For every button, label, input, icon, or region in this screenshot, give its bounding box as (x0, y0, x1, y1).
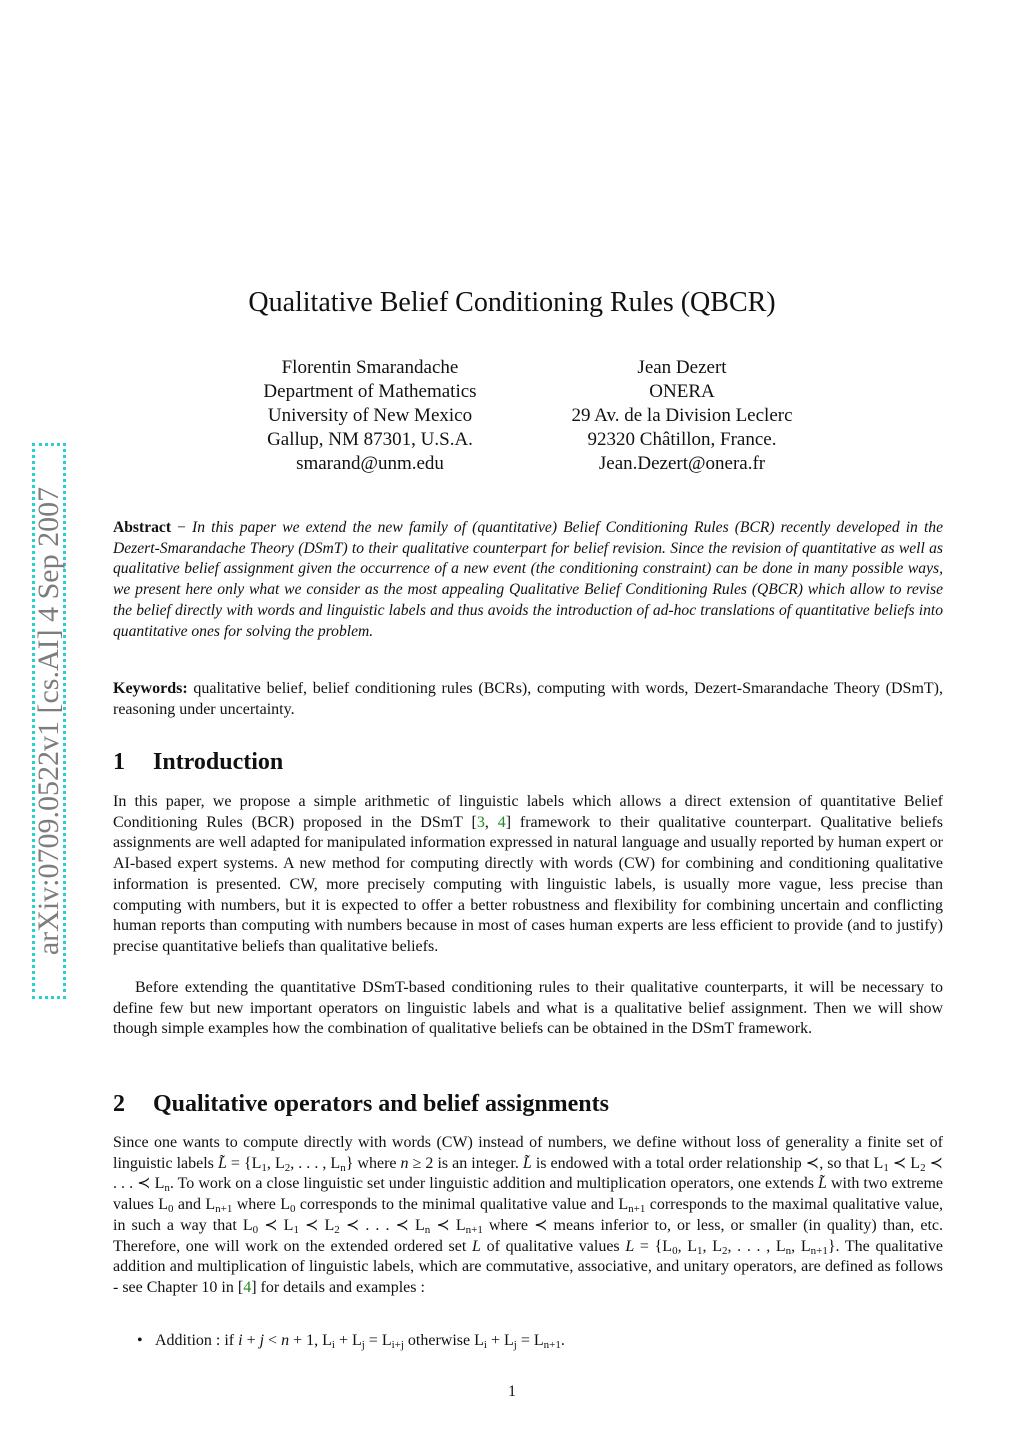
subscript: 1 (697, 1244, 703, 1257)
text-run: ≺ L (258, 1216, 294, 1234)
text-run: corresponds to the minimal qualitative value and L (295, 1196, 629, 1214)
text-run: = L (364, 1332, 392, 1349)
text-run: + 1, L (289, 1332, 332, 1349)
subscript: n+1 (628, 1203, 646, 1216)
keywords-label: Keywords: (113, 680, 188, 697)
subscript: i (483, 1339, 487, 1351)
text-run: ≺ L (430, 1216, 466, 1234)
subscript: j (361, 1339, 365, 1351)
section-heading-qualitative-operators (113, 1089, 609, 1119)
text-run: = {L (226, 1154, 262, 1172)
text-run: , . . . , L (727, 1237, 786, 1255)
author-name: Jean Dezert (637, 357, 727, 378)
text-run: Since one wants to compute directly with words (CW) instead of numbers, we define without loss of generality a finite set of linguistic labels (113, 1134, 943, 1172)
abstract-dash: − (171, 519, 193, 536)
bullet-item-addition (137, 1330, 927, 1351)
section-number: 2 (113, 1091, 125, 1117)
citation-link[interactable]: 4 (243, 1278, 252, 1296)
section-heading-introduction (113, 747, 283, 777)
text-run: , L (677, 1237, 698, 1255)
text-run: , L (266, 1154, 285, 1172)
text-run: ≺ L (888, 1154, 921, 1172)
paper-title: Qualitative Belief Conditioning Rules (QBCR) (248, 287, 776, 318)
text-run: and L (173, 1196, 216, 1214)
math-symbol: L̃ (522, 1154, 532, 1172)
subscript: 0 (672, 1244, 678, 1257)
intro-paragraph-1 (113, 792, 943, 958)
text-run: otherwise L (403, 1332, 484, 1349)
math-symbol: L (471, 1237, 481, 1255)
text-run: of qualitative values (480, 1237, 626, 1255)
subscript: 1 (261, 1161, 267, 1174)
text-run: ] for details and examples : (251, 1278, 425, 1296)
subscript: 0 (289, 1203, 296, 1216)
text-run: corresponds to the maximal qualitative value, in such a way that L (113, 1196, 944, 1234)
section-title: Introduction (153, 749, 284, 775)
math-symbol: i (238, 1332, 243, 1349)
text-run: = L (516, 1332, 544, 1349)
subscript: 2 (920, 1161, 926, 1174)
author-block-2 (540, 356, 824, 476)
abstract-text: In this paper we extend the new family of (quantitative) Belief Conditioning Rules (BCR) recently developed in the Dezert-Smarandache Theory (DSmT) to their qualitative counterpart for belief revision. Since the revision of quantitative as well as qualitative belief assignment given the occurrence of a new event (the conditioning constraint) can be done in many possible ways, we present here only what we consider as the most appealing Qualitative Belief Conditioning Rules (QBCR) which allow to revise the belief directly with words and linguistic labels and thus avoids the introduction of ad-hoc translations of quantitative beliefs into quantitative ones for solving the problem. (113, 519, 943, 640)
subscript: n+1 (465, 1223, 483, 1236)
text-run: }. The qualitative addition and multiplication of linguistic labels, which are commutative, associative, and unitary operators, are defined as follows - see Chapter 10 in [ (113, 1237, 943, 1296)
text-run: , L (702, 1237, 722, 1255)
text-run: + L (334, 1332, 362, 1349)
author-organization: 29 Av. de la Division Leclerc (571, 405, 793, 426)
bullet-marker: • (137, 1332, 143, 1349)
subscript: n (340, 1161, 346, 1174)
author-email: smarand@unm.edu (296, 453, 444, 474)
text-run: } where (345, 1154, 401, 1172)
author-email: Jean.Dezert@onera.fr (598, 453, 766, 474)
subscript: n (164, 1182, 170, 1195)
author-name: Florentin Smarandache (281, 357, 459, 378)
citation-link[interactable]: 3 (476, 813, 485, 831)
text-run: is endowed with a total order relationship ≺, so that L (531, 1154, 884, 1172)
text-run: , . . . , L (290, 1154, 341, 1172)
text-run: ] framework to their qualitative counterpart. Qualitative beliefs assignments are well adapted for manipulated information expressed in natural language and usually reported by human expert or AI-based expert systems. A new method for computing directly with words (CW) for combining and conditioning qualitative information is presented. CW, more precisely computing with linguistic labels, is usually more vague, less precise than computing with numbers, but it is expected to offer a better robustness and flexibility for combining uncertain and conflicting human reports than computing with numbers because in most of cases human experts are less efficient to provide (and to justify) precise quantitative beliefs than qualitative beliefs. (113, 813, 943, 955)
section2-paragraph (113, 1133, 943, 1299)
intro-paragraph-2: Before extending the quantitative DSmT-based conditioning rules to their qualitative counterparts, it will be necessary to define few but new important operators on linguistic labels and what is a qualitative belief assignment. Then we will show though simple examples how the combination of qualitative beliefs can be obtained in the DSmT framework. (113, 979, 943, 1038)
abstract (113, 518, 943, 642)
text-run: . (560, 1332, 565, 1349)
section-number: 1 (113, 749, 125, 775)
text-run: + (242, 1332, 260, 1349)
subscript: i+j (391, 1339, 404, 1351)
text-run: Addition : if (155, 1332, 239, 1349)
text-run: < (264, 1332, 282, 1349)
text-run: ≺ . . . ≺ L (113, 1154, 944, 1193)
author-address: Gallup, NM 87301, U.S.A. (267, 429, 473, 450)
subscript: 0 (252, 1223, 259, 1236)
text-run: where L (232, 1196, 290, 1214)
citation-link[interactable]: 4 (497, 813, 506, 831)
keywords-text: qualitative belief, belief conditioning rules (BCRs), computing with words, Dezert-Smarandache Theory (DSmT), reasoning under uncertainty. (113, 680, 943, 718)
math-symbol: L̃ (817, 1175, 827, 1193)
subscript: 2 (334, 1223, 340, 1236)
subscript: n (785, 1244, 792, 1257)
keywords (113, 678, 943, 720)
text-run: ≺ L (298, 1216, 335, 1234)
text-run: where ≺ means inferior to, or less, or smaller (in quality) than, etc. Therefore, one will work on the extended ordered set (113, 1216, 944, 1255)
subscript: 2 (722, 1244, 728, 1257)
text-run: , L (791, 1237, 811, 1255)
arxiv-stamp-container (30, 440, 68, 1002)
subscript: n (424, 1223, 431, 1236)
subscript: 1 (293, 1223, 299, 1236)
subscript: 2 (284, 1161, 291, 1174)
text-run: ≺ . . . ≺ L (339, 1216, 425, 1234)
math-symbol: j (259, 1332, 265, 1349)
math-symbol: L̃ (217, 1154, 227, 1172)
subscript: n+1 (810, 1244, 828, 1257)
author-address: 92320 Châtillon, France. (587, 429, 777, 450)
math-symbol: n (281, 1332, 290, 1349)
subscript: 1 (883, 1161, 889, 1174)
abstract-label: Abstract (113, 519, 172, 536)
subscript: n+1 (543, 1339, 561, 1351)
page-number: 1 (508, 1383, 516, 1400)
subscript: 0 (168, 1203, 174, 1216)
author-block-1 (230, 356, 510, 476)
arxiv-stamp: arXiv:0709.0522v1 [cs.AI] 4 Sep 2007 (32, 443, 66, 999)
subscript: j (513, 1339, 517, 1351)
text-run: ≥ 2 is an integer. (408, 1154, 523, 1172)
author-department: ONERA (649, 381, 715, 402)
text-run: In this paper, we propose a simple arithmetic of linguistic labels which allows a direct extension of quantitative Belief Conditioning Rules (BCR) proposed in the DSmT [ (113, 793, 943, 831)
author-department: Department of Mathematics (263, 381, 477, 402)
text-run: = {L (634, 1237, 673, 1255)
text-run: + L (486, 1332, 514, 1349)
author-organization: University of New Mexico (267, 405, 473, 426)
section-title: Qualitative operators and belief assignments (153, 1091, 609, 1117)
subscript: i (331, 1339, 335, 1351)
text-run: with two extreme values L (113, 1175, 943, 1214)
math-symbol: L (625, 1237, 635, 1255)
subscript: n+1 (215, 1203, 233, 1216)
text-run: , (484, 813, 498, 831)
text-run: . To work on a close linguistic set under linguistic addition and multiplication operators, one extends (169, 1175, 818, 1193)
math-symbol: n (400, 1154, 409, 1172)
